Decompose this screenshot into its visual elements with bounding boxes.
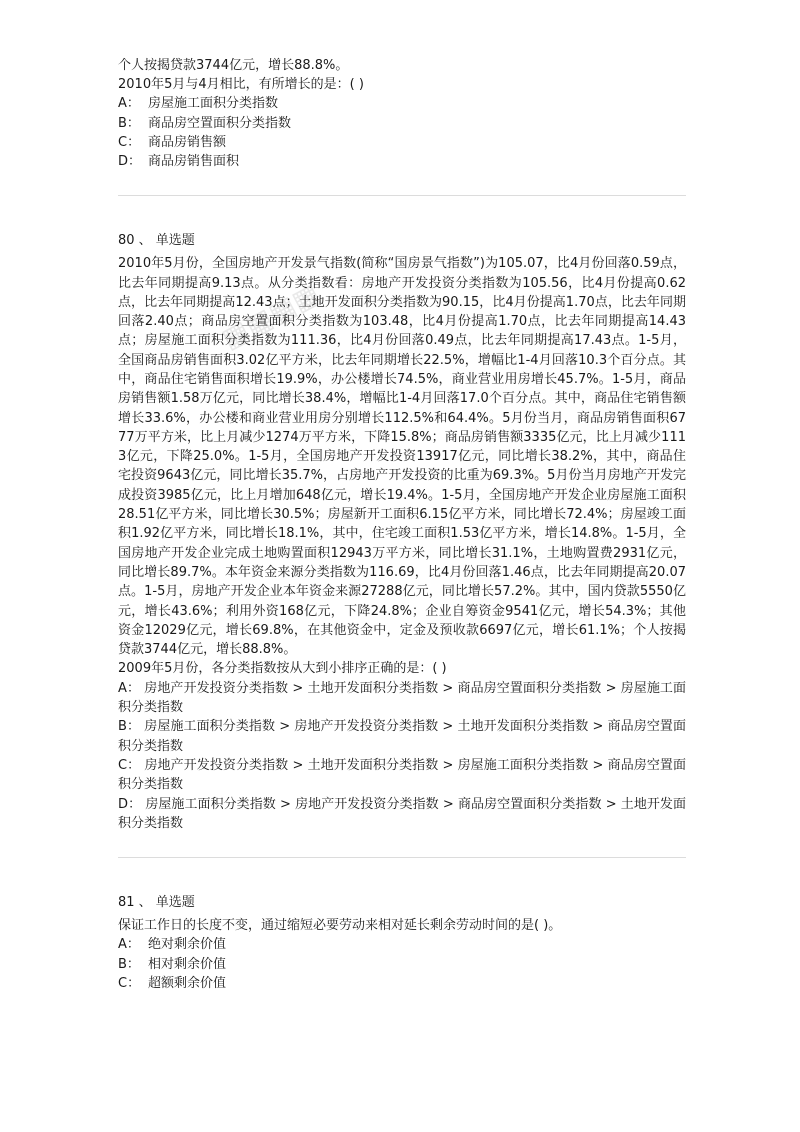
question-header: 81 、 单选题 (118, 895, 195, 911)
option-a[interactable]: A： 房屋施工面积分类指数 (118, 96, 279, 112)
option-d[interactable]: D： 房屋施工面积分类指数 > 房地产开发投资分类指数 > 商品房空置面积分类指数 > 土地开发面积分类指数 (118, 796, 686, 831)
question-stem: 2009年5月份，各分类指数按从大到小排序正确的是：( ) (118, 661, 447, 677)
option-a[interactable]: A： 房地产开发投资分类指数 > 土地开发面积分类指数 > 商品房空置面积分类指数 > 房屋施工面积分类指数 (118, 680, 686, 716)
option-c[interactable]: C： 超额剩余价值 (118, 975, 227, 991)
divider (118, 857, 686, 858)
option-b[interactable]: B： 相对剩余价值 (118, 956, 227, 972)
option-b[interactable]: B： 商品房空置面积分类指数 (118, 115, 292, 131)
option-c[interactable]: C： 房地产开发投资分类指数 > 土地开发面积分类指数 > 房屋施工面积分类指数 > 商品房空置面积分类指数 (118, 757, 687, 793)
passage: 2010年5月份，全国房地产开发景气指数(简称“国房景气指数”)为105.07，比4月份回落0.59点，比去年同期提高9.13点。从分类指数看：房地产开发投资分类指数为105.56，比4月份提高0.62点，比去年同期提高12.43点；土地开发面积分类指数为90.15，比4月份提高1.70点，比去年同期回落2.40点；商品房空置面积分类指数为103.48，比4月份提高1.70点，比去年同期提高14.43点；房屋施工面积分类指数为111.36，比4月份回落0.49点，比去年同期提高17.43点。1-5月，全国商品房销售面积3.02亿平方米，比去年同期增长22.5%，增幅比1-4月回落10.3个百分点。其中，商品住宅销售面积增长19.9%，办公楼增长74.5%，商业营业用房增长45.7%。1-5月，商品房销售额1.58万亿元，同比增长38.4%，增幅比1-4月回落17.0个百分点。其中，商品住宅销售额增长33.6%，办公楼和商业营业用房分别增长112.5%和64.4%。5月份当月，商品房销售面积6777万平方米，比上月减少1274万平方米，下降15.8%；商品房销售额3335亿元，比上月减少1113亿元，下降25.0%。1-5月，全国房地产开发投资13917亿元，同比增长38.2%，其中，商品住宅投资9643亿元，同比增长35.7%，占房地产开发投资的比重为69.3%。5月份当月房地产开发完成投资3985亿元，比上月增加648亿元，增长19.4%。1-5月，全国房地产开发企业房屋施工面积28.51亿平方米，同比增长30.5%；房屋新开工面积6.15亿平方米，同比增长72.4%；房屋竣工面积1.92亿平方米，同比增长18.1%，其中，住宅竣工面积1.53亿平方米，增长14.8%。1-5月，全国房地产开发企业完成土地购置面积12943万平方米，同比增长31.1%，土地购置费2931亿元，同比增长89.7%。本年资金来源分类指数为116.69，比4月份回落1.46点，比去年同期提高20.07点。1-5月，房地产开发企业本年资金来源27288亿元，同比增长57.2%。其中，国内贷款5550亿元，增长43.6%；利用外资168亿元，下降24.8%；企业自筹资金9541亿元，增长54.3%；其他资金12029亿元，增长69.8%，在其他资金中，定金及预收款6697亿元，增长61.1%；个人按揭贷款3744亿元，增长88.8%。 (118, 256, 686, 658)
question-header: 80 、 单选题 (118, 233, 195, 249)
svg-text:▦▦▦▦: ▦▦▦▦ (216, 276, 325, 356)
previous-question-section (118, 56, 686, 171)
document-page (118, 56, 686, 993)
passage-tail: 个人按揭贷款3744亿元，增长88.8%。 (118, 58, 349, 73)
option-d[interactable]: D： 商品房销售面积 (118, 154, 240, 170)
divider (118, 195, 686, 196)
question-80 (118, 231, 686, 833)
option-a[interactable]: A： 绝对剩余价值 (118, 937, 227, 953)
question-stem: 保证工作日的长度不变，通过缩短必要劳动来相对延长剩余劳动时间的是( )。 (118, 918, 562, 934)
question-81 (118, 893, 686, 993)
option-b[interactable]: B： 房屋施工面积分类指数 > 房地产开发投资分类指数 > 土地开发面积分类指数 > 商品房空置面积分类指数 (118, 719, 686, 754)
question-stem: 2010年5月与4月相比，有所增长的是：( ) (118, 77, 364, 93)
option-c[interactable]: C： 商品房销售额 (118, 134, 227, 150)
